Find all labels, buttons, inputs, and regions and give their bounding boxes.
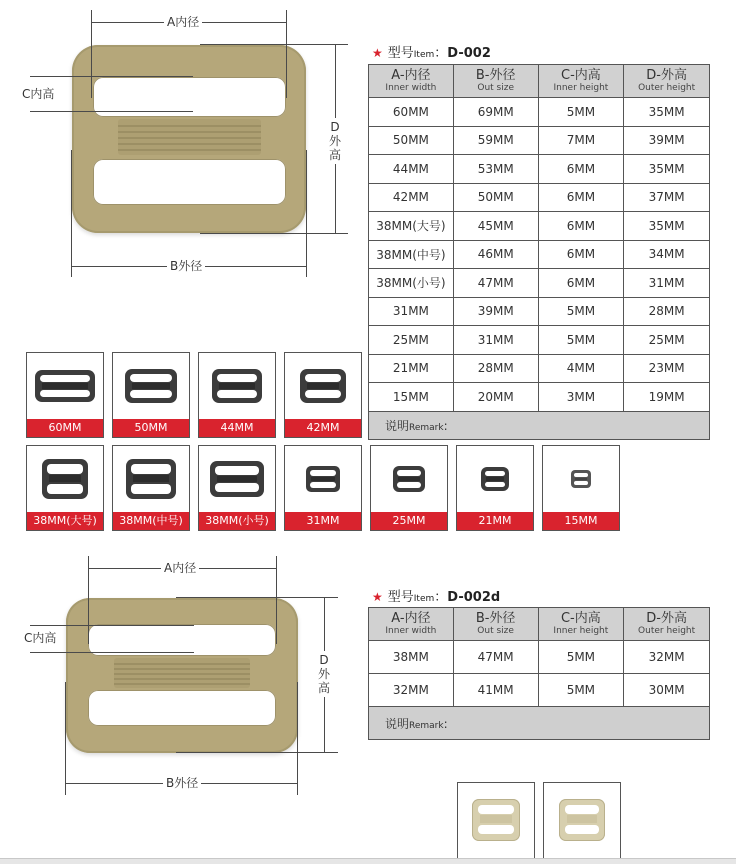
buckle-thumbnail-icon	[481, 467, 509, 491]
thumbnail-38mm-medium[interactable]	[112, 445, 190, 531]
thumbnail-label: 44MM	[199, 419, 275, 437]
remark-colon: :	[443, 716, 448, 731]
header-inner-height: C-内高 Inner height	[538, 608, 624, 641]
buckle-thumbnail-icon	[212, 369, 262, 403]
buckle-thumbnail-icon	[210, 461, 264, 497]
table-row: 21MM 28MM 4MM 23MM	[369, 354, 710, 383]
buckle-image	[72, 45, 306, 233]
remark-label-cn: 说明	[385, 716, 410, 731]
table-row: 25MM 31MM 5MM 25MM	[369, 326, 710, 355]
thumbnail-label: 21MM	[457, 512, 533, 530]
star-icon: ★	[372, 46, 383, 60]
buckle-diagram-d002	[0, 0, 365, 290]
remark-row	[369, 411, 710, 439]
bottom-scroll-edge	[0, 858, 736, 864]
table-row: 38MM 47MM 5MM 32MM	[369, 641, 710, 674]
table-row: 60MM 69MM 5MM 35MM	[369, 98, 710, 127]
thumbnail-38mm-large[interactable]	[26, 445, 104, 531]
table-row: 38MM(大号) 45MM 6MM 35MM	[369, 212, 710, 241]
remark-row	[369, 707, 710, 740]
item-prefix-en: Item	[413, 50, 435, 60]
remark-colon: :	[443, 418, 448, 433]
buckle-thumbnail-icon	[300, 369, 346, 403]
thumbnail-label: 42MM	[285, 419, 361, 437]
spec-table-d002d	[368, 607, 710, 740]
remark-label-en: Remark	[409, 422, 444, 433]
buckle-thumbnail-icon	[393, 466, 425, 492]
header-inner-width: A-内径 Inner width	[369, 65, 454, 98]
item-title-d002d	[372, 586, 500, 605]
header-inner-width: A-内径 Inner width	[369, 608, 454, 641]
table-row: 50MM 59MM 7MM 39MM	[369, 126, 710, 155]
header-inner-height: C-内高 Inner height	[538, 65, 624, 98]
thumbnail-label: 50MM	[113, 419, 189, 437]
buckle-thumbnail-icon	[306, 466, 340, 492]
thumbnail-50mm[interactable]	[112, 352, 190, 438]
spec-table-d002	[368, 64, 710, 440]
buckle-diagram-d002d	[0, 550, 365, 810]
grip-bar	[118, 119, 261, 155]
label-c-inner-height: C内高	[22, 87, 55, 101]
buckle-thumbnail-icon	[559, 799, 605, 841]
buckle-thumbnail-icon	[571, 470, 591, 488]
thumbnail-label: 60MM	[27, 419, 103, 437]
label-d-outer-height: D外高	[317, 653, 330, 695]
thumbnail-label: 31MM	[285, 512, 361, 530]
thumbnail-25mm[interactable]	[370, 445, 448, 531]
item-colon: ：	[434, 590, 448, 605]
thumbnail-44mm[interactable]	[198, 352, 276, 438]
table-row: 31MM 39MM 5MM 28MM	[369, 297, 710, 326]
thumbnail-31mm[interactable]	[284, 445, 362, 531]
thumbnail-21mm[interactable]	[456, 445, 534, 531]
table-row: 15MM 20MM 3MM 19MM	[369, 383, 710, 412]
buckle-thumbnail-icon	[42, 459, 88, 499]
table-row: 44MM 53MM 6MM 35MM	[369, 155, 710, 184]
thumbnail-label: 15MM	[543, 512, 619, 530]
label-b-out-size: B外径	[163, 776, 201, 790]
table-row: 38MM(小号) 47MM 6MM 31MM	[369, 269, 710, 298]
label-a-inner-width: A内径	[164, 15, 202, 29]
header-out-size: B-外径 Out size	[453, 65, 538, 98]
item-prefix-cn: 型号	[387, 46, 414, 61]
thumbnail-label: 38MM(小号)	[199, 512, 275, 530]
thumbnail-38mm-small[interactable]	[198, 445, 276, 531]
item-code: D-002	[447, 46, 491, 61]
buckle-image	[66, 598, 298, 753]
grip-bar	[114, 658, 250, 688]
buckle-thumbnail-icon	[126, 459, 176, 499]
item-title-d002	[372, 42, 491, 61]
label-a-inner-width: A内径	[161, 561, 199, 575]
remark-label-en: Remark	[409, 720, 444, 731]
item-code: D-002d	[447, 590, 501, 605]
thumbnail-label: 38MM(大号)	[27, 512, 103, 530]
header-outer-height: D-外高 Outer height	[624, 65, 710, 98]
table-row: 32MM 41MM 5MM 30MM	[369, 674, 710, 707]
remark-label-cn: 说明	[385, 418, 410, 433]
thumbnail-15mm[interactable]	[542, 445, 620, 531]
table-row: 38MM(中号) 46MM 6MM 34MM	[369, 240, 710, 269]
buckle-thumbnail-icon	[472, 799, 520, 841]
thumbnail-42mm[interactable]	[284, 352, 362, 438]
thumbnail-60mm[interactable]	[26, 352, 104, 438]
star-icon: ★	[372, 590, 383, 604]
buckle-thumbnail-icon	[125, 369, 177, 403]
item-prefix-en: Item	[413, 594, 435, 604]
label-d-outer-height: D外高	[328, 120, 341, 162]
buckle-thumbnail-icon	[35, 370, 95, 402]
thumbnail-d002d-32mm[interactable]	[543, 782, 621, 862]
label-b-out-size: B外径	[167, 259, 205, 273]
item-colon: ：	[434, 46, 448, 61]
thumbnail-d002d-38mm[interactable]	[457, 782, 535, 862]
table-row: 42MM 50MM 6MM 37MM	[369, 183, 710, 212]
header-out-size: B-外径 Out size	[453, 608, 538, 641]
thumbnail-label: 25MM	[371, 512, 447, 530]
thumbnail-label: 38MM(中号)	[113, 512, 189, 530]
label-c-inner-height: C内高	[24, 631, 57, 645]
item-prefix-cn: 型号	[387, 590, 414, 605]
header-outer-height: D-外高 Outer height	[624, 608, 710, 641]
